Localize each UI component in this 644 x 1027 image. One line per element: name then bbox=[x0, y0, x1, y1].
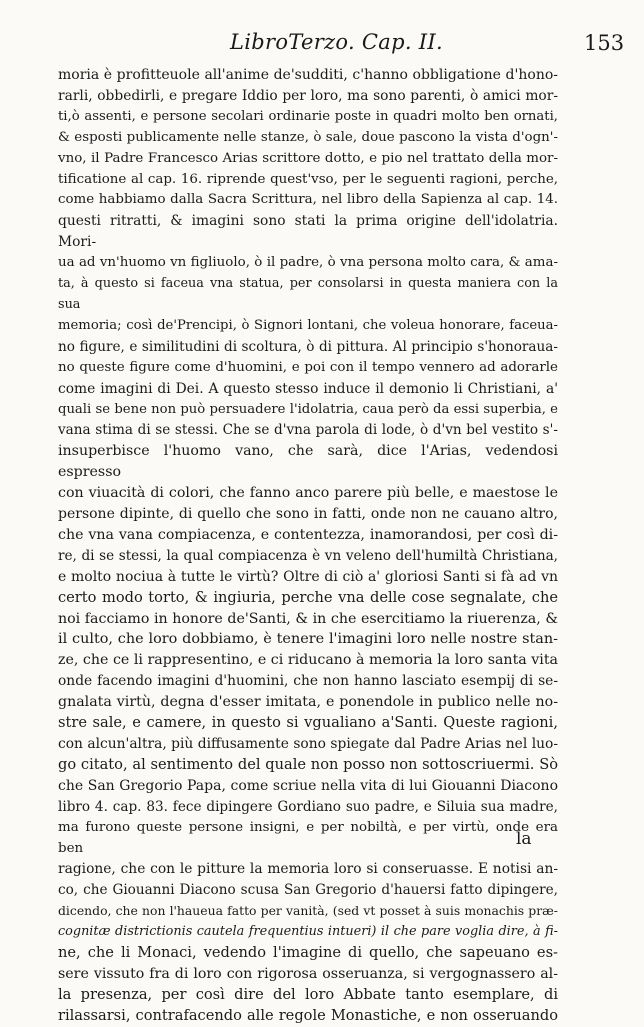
text-line: libro 4. cap. 83. fece dipingere Gordiano suo padre, e Siluia sua madre, bbox=[58, 798, 558, 815]
text-line: tificatione al cap. 16. riprende quest'vso, per le seguenti ragioni, perche, bbox=[58, 171, 558, 187]
text-line: vana stima di se stessi. Che se d'vna parola di lode, ò d'vn bel vestito s'- bbox=[58, 422, 558, 439]
text-line: co, che Giouanni Diacono scusa San Gregorio d'hauersi fatto dipingere, bbox=[58, 882, 558, 899]
text-line: che vna vana compiacenza, e contentezza, inamorandosi, per così di- bbox=[58, 526, 558, 543]
text-line: ua ad vn'huomo vn figliuolo, ò il padre, ò vna persona molto cara, & ama- bbox=[58, 255, 558, 271]
text-line: quali se bene non può persuadere l'idolatria, caua però da essi superbia, e bbox=[58, 401, 558, 417]
text-line: & esposti publicamente nelle stanze, ò sale, doue pascono la vista d'ogn'- bbox=[58, 129, 558, 145]
text-line: sere vissuto fra di loro con rigorosa osseruanza, si vergognassero al- bbox=[58, 965, 558, 982]
text-line: noi facciamo in honore de'Santi, & in che esercitiamo la riuerenza, & bbox=[58, 610, 558, 627]
text-line: dicendo, che non l'haueua fatto per vanità, (sed vt posset à suis monachis præ- bbox=[58, 903, 558, 919]
text-line: stre sale, e camere, in questo si vgualiano a'Santi. Queste ragioni, bbox=[58, 714, 558, 732]
catchword: la bbox=[516, 829, 532, 849]
text-line: insuperbisce l'huomo vano, che sarà, dice l'Arias, vedendosi espresso bbox=[58, 443, 558, 481]
latin-quote-line: cognitæ districtionis cautela frequentius intueri) il che pare voglia dire, à fi- bbox=[58, 924, 558, 940]
text-line: rilassarsi, contrafacendo alle regole Monastiche, e non osseruando bbox=[58, 1006, 558, 1024]
text-line: re, di se stessi, la qual compiacenza è vn veleno dell'humiltà Christiana, bbox=[58, 547, 558, 564]
text-line: come habbiamo dalla Sacra Scrittura, nel libro della Sapienza al cap. 14. bbox=[58, 192, 558, 208]
text-line: no figure, e similitudini di scoltura, ò di pittura. Al principio s'honoraua- bbox=[58, 338, 558, 355]
running-title: LibroTerzo. Cap. II. bbox=[230, 30, 443, 54]
text-line: ti,ò assenti, e persone secolari ordinarie poste in quadri molto ben ornati, bbox=[58, 108, 558, 124]
text-line: no queste figure come d'huomini, e poi con il tempo vennero ad adorarle bbox=[58, 359, 558, 375]
text-line: memoria; così de'Prencipi, ò Signori lontani, che voleua honorare, faceua- bbox=[58, 317, 558, 333]
text-line: moria è profitteuole all'anime de'sudditi, c'hanno obbligatione d'hono- bbox=[58, 67, 558, 83]
page-number: 153 bbox=[584, 31, 625, 55]
text-line: con viuacità di colori, che fanno anco parere più belle, e maestose le bbox=[58, 485, 558, 502]
text-line: vno, il Padre Francesco Arias scrittore dotto, e pio nel trattato della mor- bbox=[58, 150, 558, 166]
text-line: ragione, che con le pitture la memoria loro si conseruasse. E notisi an- bbox=[58, 861, 558, 878]
text-line: la presenza, per così dire del loro Abbate tanto esemplare, di bbox=[58, 985, 558, 1003]
text-line: go citato, al sentimento del quale non posso non sottoscriuermi. Sò bbox=[58, 755, 558, 773]
text-line: ma furono queste persone insigni, e per nobiltà, e per virtù, onde era ben bbox=[58, 819, 558, 856]
text-line: questi ritratti, & imagini sono stati la prima origine dell'idolatria. Mori- bbox=[58, 213, 558, 251]
page-header bbox=[0, 30, 644, 66]
body-text bbox=[58, 65, 558, 1027]
text-line: certo modo torto, & ingiuria, perche vna delle cose segnalate, che bbox=[58, 588, 558, 606]
text-line: onde facendo imagini d'huomini, che non hanno lasciato esempij di se- bbox=[58, 673, 558, 690]
text-line: che San Gregorio Papa, come scriue nella vita di lui Giouanni Diacono bbox=[58, 777, 558, 794]
text-line: rarli, obbedirli, e pregare Iddio per loro, ma sono parenti, ò amici mor- bbox=[58, 87, 558, 104]
text-line: il culto, che loro dobbiamo, è tenere l'imagini loro nelle nostre stan- bbox=[58, 631, 558, 648]
text-line: come imagini di Dei. A questo stesso induce il demonio li Christiani, a' bbox=[58, 380, 558, 397]
text-line: ne, che li Monaci, vedendo l'imagine di quello, che sapeuano es- bbox=[58, 944, 558, 962]
text-line: ta, à questo si faceua vna statua, per consolarsi in questa maniera con la sua bbox=[58, 276, 558, 312]
text-line: persone dipinte, di quello che sono in fatti, onde non ne cauano altro, bbox=[58, 506, 558, 523]
text-line: e molto nociua à tutte le virtù? Oltre di ciò a' gloriosi Santi si fà ad vn bbox=[58, 568, 558, 585]
text-line: ze, che ce li rappresentino, e ci riducano à memoria la loro santa vita bbox=[58, 652, 558, 669]
text-line: gnalata virtù, degna d'esser imitata, e ponendole in publico nelle no- bbox=[58, 694, 558, 711]
text-line: con alcun'altra, più diffusamente sono spiegate dal Padre Arias nel luo- bbox=[58, 736, 558, 752]
